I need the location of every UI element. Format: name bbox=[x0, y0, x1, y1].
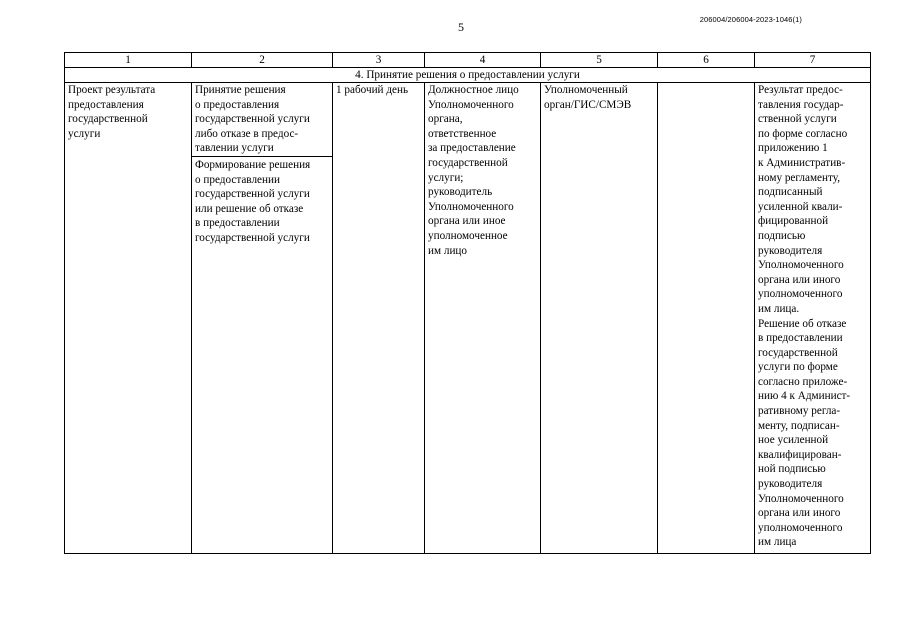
cell-text-line: орган/ГИС/СМЭВ bbox=[544, 98, 632, 111]
cell-text-line: государственной bbox=[68, 113, 148, 126]
cell-text-line: Формирование решения bbox=[195, 158, 311, 171]
cell-text-line: усиленной квали- bbox=[758, 200, 843, 213]
cell-text-line: государственной услуги bbox=[195, 113, 310, 126]
cell-text-line: уполномоченного bbox=[758, 521, 843, 534]
cell-text-line: государственной bbox=[428, 156, 508, 169]
cell-text-line: Результат предос- bbox=[758, 84, 843, 96]
cell-text-line: в предоставлении bbox=[758, 332, 843, 345]
cell-text-line: руководитель bbox=[428, 186, 493, 199]
cell-text-line: согласно приложе- bbox=[758, 375, 848, 388]
action-formation bbox=[192, 157, 332, 246]
cell-text-line: квалифицирован- bbox=[758, 448, 842, 461]
cell-text-line: фицированной bbox=[758, 215, 829, 228]
result-basis-cell bbox=[65, 83, 192, 554]
page-number: 5 bbox=[458, 20, 464, 34]
cell-text-line: уполномоченного bbox=[758, 288, 843, 301]
cell-text-line: Должностное лицо bbox=[428, 84, 519, 96]
cell-text-line: им лицо bbox=[428, 244, 468, 257]
cell-text-line: ответственное bbox=[428, 127, 497, 140]
section-title-row bbox=[65, 68, 871, 83]
criteria-cell bbox=[658, 83, 755, 554]
cell-text-line: государственной bbox=[758, 346, 838, 359]
cell-text-line: руководителя bbox=[758, 244, 823, 257]
cell-text-line: органа или иное bbox=[428, 215, 506, 228]
cell-text-line: ному регламенту, bbox=[758, 171, 841, 184]
cell-text-line: услуги; bbox=[428, 171, 464, 184]
section-title: 4. Принятие решения о предоставлении услуги bbox=[65, 68, 871, 83]
column-number: 2 bbox=[192, 53, 333, 68]
cell-text-line: ной подписью bbox=[758, 463, 826, 476]
cell-text-line: Принятие решения bbox=[195, 84, 286, 96]
cell-text-line: государственной услуги bbox=[195, 188, 310, 201]
column-number: 4 bbox=[425, 53, 541, 68]
cell-text-line: Уполномоченный bbox=[544, 84, 628, 96]
cell-text-line: тавлении услуги bbox=[195, 142, 274, 155]
column-number: 6 bbox=[658, 53, 755, 68]
cell-text-line: услуги по форме bbox=[758, 361, 838, 374]
cell-text-line: уполномоченное bbox=[428, 229, 508, 242]
cell-text-line: услуги bbox=[68, 127, 101, 140]
cell-text-line: Уполномоченного bbox=[428, 200, 514, 213]
actions-cell bbox=[192, 83, 333, 554]
table-row bbox=[65, 83, 871, 554]
responsible-official-cell bbox=[425, 83, 541, 554]
cell-text-line: органа, bbox=[428, 113, 463, 126]
cell-text-line: или решение об отказе bbox=[195, 202, 304, 215]
cell-text-line: ративному регла- bbox=[758, 405, 841, 418]
cell-text-line: предоставления bbox=[68, 98, 144, 111]
document-id: 206004/206004-2023-1046(1) bbox=[699, 15, 802, 24]
cell-text-line: либо отказе в предос- bbox=[195, 127, 299, 140]
cell-text-line: руководителя bbox=[758, 478, 823, 491]
cell-text-line: государственной услуги bbox=[195, 231, 310, 244]
result-cell bbox=[755, 83, 871, 554]
cell-text-line: о предоставления bbox=[195, 98, 280, 111]
cell-text-line: о предоставлении bbox=[195, 173, 280, 186]
cell-text-line: менту, подписан- bbox=[758, 419, 840, 432]
cell-text-line: по форме согласно bbox=[758, 127, 848, 140]
column-number: 7 bbox=[755, 53, 871, 68]
procedure-table bbox=[64, 52, 871, 554]
cell-text-line: подписью bbox=[758, 229, 806, 242]
cell-text-line: Решение об отказе bbox=[758, 317, 847, 330]
cell-text-line: приложению 1 bbox=[758, 142, 828, 155]
cell-text-line: нию 4 к Админист- bbox=[758, 390, 851, 403]
cell-text-line: к Административ- bbox=[758, 156, 846, 169]
cell-text-line: Уполномоченного bbox=[428, 98, 514, 111]
cell-text-line: им лица. bbox=[758, 302, 800, 315]
column-number: 5 bbox=[541, 53, 658, 68]
cell-text-line: органа или иного bbox=[758, 507, 841, 520]
cell-text-line: тавления государ- bbox=[758, 98, 844, 111]
cell-text-line: подписанный bbox=[758, 186, 823, 199]
cell-text-line: органа или иного bbox=[758, 273, 841, 286]
cell-text-line: Уполномоченного bbox=[758, 492, 844, 505]
cell-text-line: 1 рабочий день bbox=[336, 84, 409, 96]
cell-text-line: в предоставлении bbox=[195, 217, 280, 230]
column-number: 1 bbox=[65, 53, 192, 68]
column-number-row bbox=[65, 53, 871, 68]
place-of-action-cell bbox=[541, 83, 658, 554]
cell-text-line: Уполномоченного bbox=[758, 259, 844, 272]
action-decision bbox=[192, 83, 332, 157]
cell-text-line: ственной услуги bbox=[758, 113, 837, 126]
cell-text-line: за предоставление bbox=[428, 142, 516, 155]
cell-text-line: Проект результата bbox=[68, 84, 156, 96]
cell-text-line: ное усиленной bbox=[758, 434, 829, 447]
duration-cell bbox=[333, 83, 425, 554]
cell-text-line: им лица bbox=[758, 536, 797, 549]
column-number: 3 bbox=[333, 53, 425, 68]
